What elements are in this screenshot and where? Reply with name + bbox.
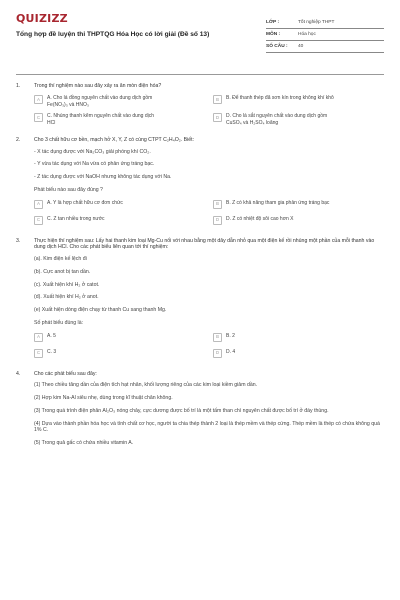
question-line: (e) Xuất hiện dòng điện chạy từ thanh Cu sang thanh Mg. xyxy=(34,307,167,313)
answer-text xyxy=(47,216,105,223)
question-line: (5) Trong quả gấc có chứa nhiều vitamin A. xyxy=(34,440,134,446)
answer-text xyxy=(226,349,235,356)
answer-option-d[interactable] xyxy=(213,113,384,127)
meta-label: MÔN : xyxy=(266,31,281,37)
question-body xyxy=(34,238,384,363)
answer-text-line: B. Để thanh thép đã sơn kín trong không khí khô xyxy=(226,94,334,101)
question-line: - X tác dụng được với Na₂CO₃ giải phóng khí CO₂. xyxy=(34,148,151,155)
answer-checkbox[interactable]: B xyxy=(213,333,222,342)
question-1 xyxy=(16,83,384,129)
answer-option-b[interactable] xyxy=(213,200,384,212)
meta-value: Hóa học xyxy=(298,31,316,37)
header-divider xyxy=(16,74,384,75)
answer-options xyxy=(34,95,384,127)
question-line: (3) Trong quá trình điện phân Al₂O₃ nóng chảy, cực dương được bố trí là một tấm than chì nguyên chất được bố trí ở đáy thùng. xyxy=(34,407,329,414)
answer-text-line: B. 2 xyxy=(226,332,235,339)
question-list xyxy=(16,83,384,453)
question-line: (a). Kim điện kế lệch đi xyxy=(34,256,87,262)
question-number: 3. xyxy=(16,237,21,244)
answer-option-a[interactable] xyxy=(34,95,205,109)
answer-checkbox[interactable]: A xyxy=(34,200,43,209)
answer-text xyxy=(226,216,293,223)
answer-checkbox[interactable]: B xyxy=(213,200,222,209)
answer-checkbox[interactable]: C xyxy=(34,113,43,122)
answer-checkbox[interactable]: C xyxy=(34,349,43,358)
question-number: 1. xyxy=(16,83,21,89)
question-line: Số phát biểu đúng là: xyxy=(34,319,84,326)
answer-text-line: C. 3 xyxy=(47,348,57,355)
answer-checkbox[interactable]: B xyxy=(213,95,222,104)
answer-option-a[interactable] xyxy=(34,333,205,345)
meta-label: LỚP : xyxy=(266,19,280,25)
question-line: Phát biểu nào sau đây đúng ? xyxy=(34,186,103,193)
question-body xyxy=(34,371,384,453)
question-line: (d). Xuất hiện khí H₂ ở anot. xyxy=(34,294,99,301)
answer-text-line: Fe(NO₃)₃ và HNO₃ xyxy=(47,101,89,108)
worksheet-header xyxy=(16,12,384,70)
answer-option-b[interactable] xyxy=(213,333,384,345)
question-line: (2) Hợp kim Na-Al siêu nhẹ, dùng trong kĩ thuật chân không. xyxy=(34,395,173,401)
question-body xyxy=(34,137,384,230)
answer-text-line: D. 4 xyxy=(226,348,236,355)
answer-checkbox[interactable]: C xyxy=(34,216,43,225)
meta-row-count xyxy=(266,41,384,53)
question-3 xyxy=(16,238,384,363)
answer-text-line: B. Z có khả năng tham gia phản ứng tráng bạc xyxy=(226,199,330,206)
question-line: (c). Xuất hiện khí H₂ ở catot. xyxy=(34,281,100,288)
answer-option-c[interactable] xyxy=(34,216,205,228)
document-title: Tổng hợp đề luyện thi THPTQG Hóa Học có lời giải (Đề số 13) xyxy=(16,31,210,38)
meta-row-subject xyxy=(266,29,384,41)
question-stem: Thực hiện thí nghiệm sau: Lấy hai thanh kim loại Mg-Cu nối với nhau bằng một dây dẫn nhỏ qua một điện kế rồi nhúng một phần của mỗi thanh vào dung dịch HCl. Cho các phát biểu liên quan tới thí nghiệm: xyxy=(34,237,375,251)
answer-checkbox[interactable]: D xyxy=(213,216,222,225)
question-line: (1) Theo chiều tăng dần của điện tích hạt nhân, khối lượng riêng của các kim loại kiềm giảm dần. xyxy=(34,382,258,389)
answer-text xyxy=(47,113,154,127)
question-number: 2. xyxy=(16,136,21,143)
question-body xyxy=(34,83,384,129)
answer-option-a[interactable] xyxy=(34,200,205,212)
answer-option-d[interactable] xyxy=(213,216,384,228)
question-line: (4) Dựa vào thành phần hóa học và tính chất cơ học, người ta chia thép thành 2 loại là thép mềm và thép cứng. Thép mềm là thép có chứa không quá 1% C. xyxy=(34,420,380,434)
question-stem: Trong thí nghiệm nào sau đây xảy ra ăn mòn điện hóa? xyxy=(34,83,162,89)
question-stem: Cho các phát biểu sau đây: xyxy=(34,370,97,377)
answer-text xyxy=(226,95,334,102)
answer-text-line: D. Z có nhiệt độ sôi cao hơn X xyxy=(226,215,294,222)
answer-text-line: C. Nhúng thanh kẽm nguyên chất vào dung dịch xyxy=(47,112,155,119)
answer-text-line: D. Cho lá sắt nguyên chất vào dung dịch gồm xyxy=(226,112,328,119)
answer-text xyxy=(226,200,329,207)
meta-table xyxy=(266,17,384,53)
answer-text xyxy=(47,95,152,109)
question-4 xyxy=(16,371,384,453)
answer-text-line: CuSO₄ và H₂SO₄ loãng xyxy=(226,119,279,126)
answer-checkbox[interactable]: D xyxy=(213,349,222,358)
answer-text xyxy=(47,349,56,356)
answer-text xyxy=(47,333,56,340)
quizizz-logo: QUIZIZZ xyxy=(16,12,68,25)
answer-text xyxy=(47,200,123,207)
question-line: - Y vừa tác dụng với Na vừa có phản ứng tráng bạc. xyxy=(34,161,155,168)
answer-options xyxy=(34,333,384,361)
meta-value: 40 xyxy=(298,43,304,49)
answer-option-d[interactable] xyxy=(213,349,384,361)
question-2 xyxy=(16,137,384,230)
answer-text-line: C. Z tan nhiều trong nước xyxy=(47,215,105,222)
meta-value: Tốt nghiệp THPT xyxy=(298,19,335,25)
question-number: 4. xyxy=(16,370,21,377)
answer-option-c[interactable] xyxy=(34,113,205,127)
answer-text-line: HCl xyxy=(47,119,56,126)
meta-row-class xyxy=(266,17,384,29)
question-stem: Cho 3 chất hữu cơ bền, mạch hở X, Y, Z có cùng CTPT C₂H₄O₂. Biết: xyxy=(34,136,195,143)
question-line: - Z tác dụng được với NaOH nhưng không tác dụng với Na. xyxy=(34,174,172,180)
answer-text-line: A. Y là hợp chất hữu cơ đơn chức xyxy=(47,199,123,206)
answer-options xyxy=(34,200,384,228)
answer-checkbox[interactable]: D xyxy=(213,113,222,122)
answer-option-b[interactable] xyxy=(213,95,384,109)
meta-label: SỐ CÂU : xyxy=(266,43,288,49)
answer-text xyxy=(226,333,235,340)
question-line: (b). Cực anot bị tan dần. xyxy=(34,268,91,275)
answer-option-c[interactable] xyxy=(34,349,205,361)
answer-text-line: A. Cho lá đồng nguyên chất vào dung dịch gồm xyxy=(47,94,153,101)
answer-checkbox[interactable]: A xyxy=(34,95,43,104)
answer-checkbox[interactable]: A xyxy=(34,333,43,342)
brand-block xyxy=(16,12,209,40)
answer-text xyxy=(226,113,327,127)
answer-text-line: A. 5 xyxy=(47,332,56,339)
